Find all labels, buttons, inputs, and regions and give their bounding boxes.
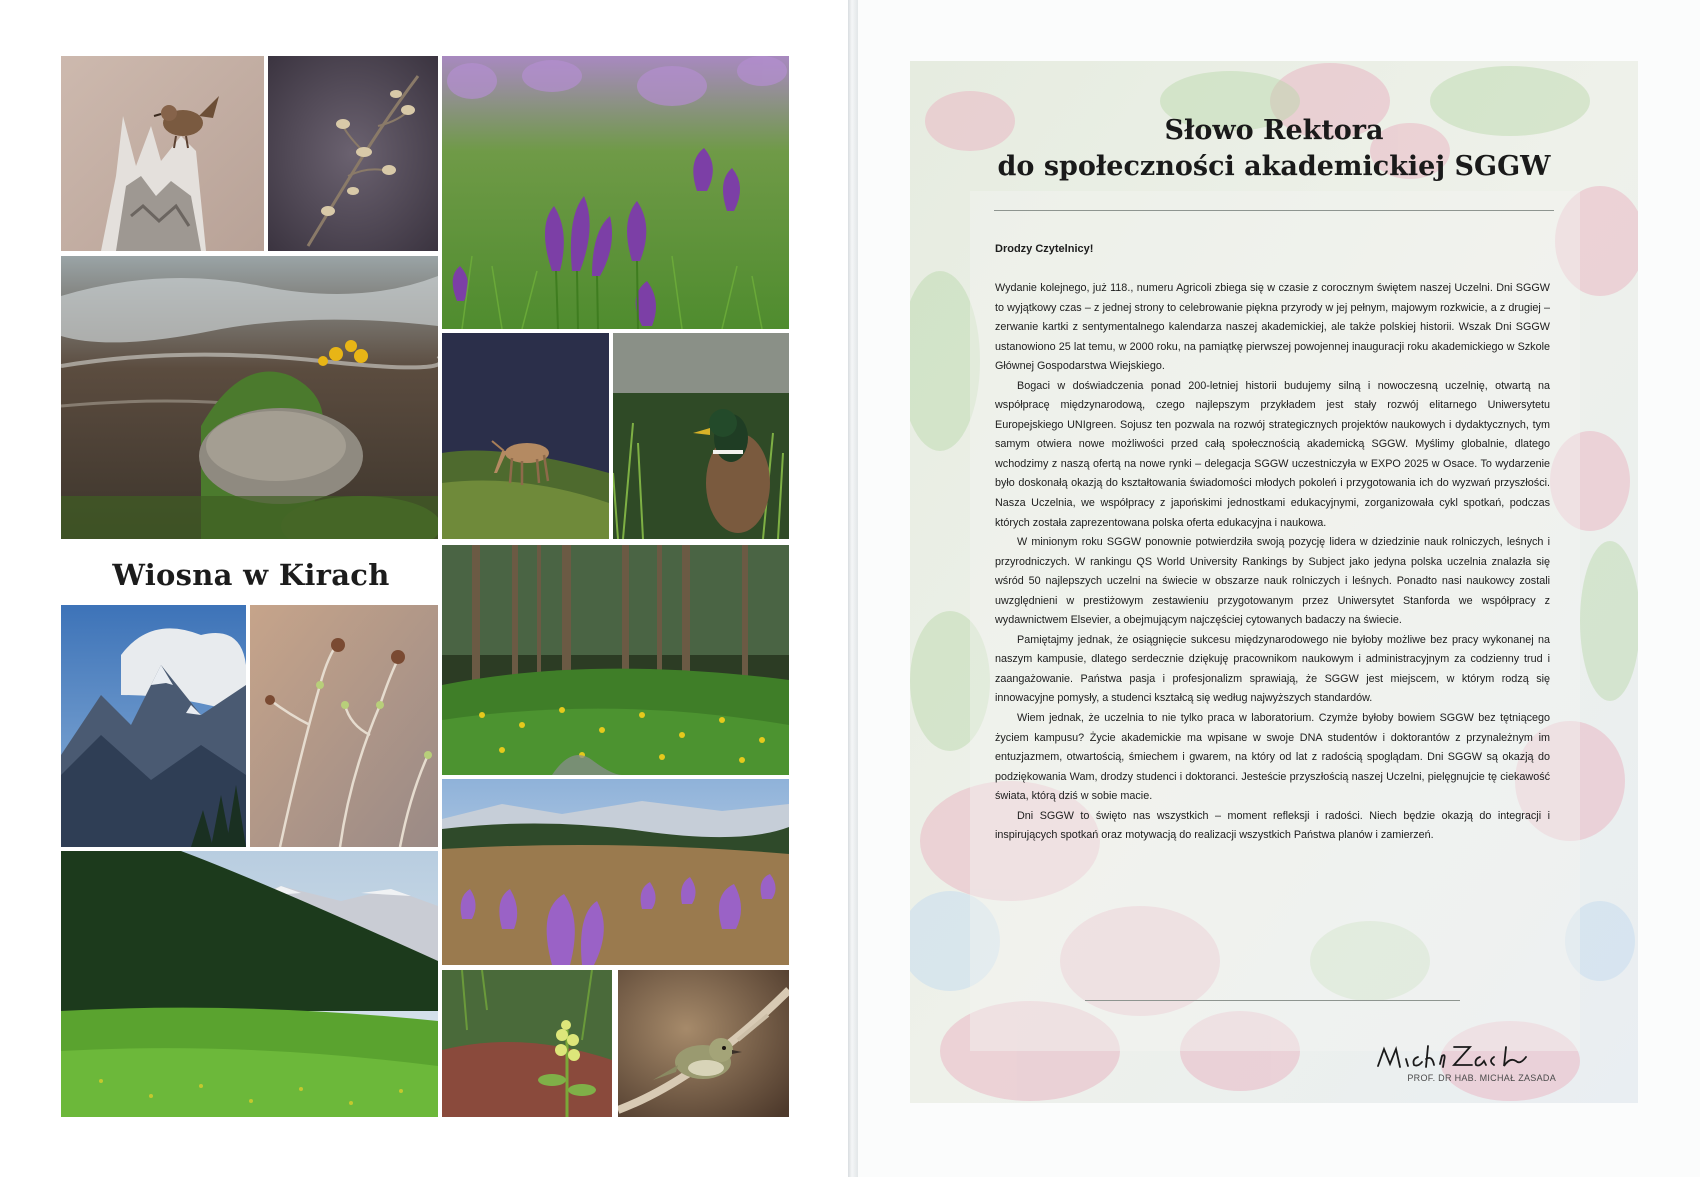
photo-stream <box>61 256 438 539</box>
letter-heading <box>990 113 1558 185</box>
greeting: Drodzy Czytelnicy! <box>995 243 1094 255</box>
photo-peaks <box>61 605 246 847</box>
heading-line-2: do społeczności akademickiej SGGW <box>997 151 1551 182</box>
photo-warbler <box>618 970 789 1117</box>
letter-panel <box>910 61 1638 1103</box>
photo-twigs <box>250 605 438 847</box>
photo-deer <box>442 333 609 539</box>
paragraph-4: Pamiętajmy jednak, że osiągnięcie sukcesu międzynarodowego nie byłoby możliwe bez pracy wykonanej na naszym kampusie, dlatego serdecznie dziękuję pracownikom naukowym i administracyjnym za codzienny trud i zaangażowanie. Państwa pasja i profesjonalizm sprawiają, że SGGW jest miejscem, w którym rodzą się innowacyjne pomysły, a studenci kształcą się według najwyższych standardów. <box>995 633 1550 705</box>
closing-rule <box>1085 1000 1460 1001</box>
photo-glade <box>61 851 438 1117</box>
photo-flower-plant <box>442 970 612 1117</box>
photo-crocus-close <box>442 56 789 329</box>
paragraph-1: Wydanie kolejnego, już 118., numeru Agricoli zbiega się w czasie z corocznym świętem naszej Uczelni. Dni SGGW to wyjątkowy czas – z jednej strony to celebrowanie piękna przyrody w jej pełnym, majowym rozkwicie, a z drugiej – zerwanie kartki z sentymentalnego kalendarza naszej akademickiej, ale także polskiej historii. Wszak Dni SGGW ustanowiono 25 lat temu, w 2000 roku, na pamiątkę pierwszej powojennej inauguracji roku akademickiego w Szkole Głównej Gospodarstwa Wiejskiego. <box>995 282 1550 373</box>
paragraph-2: Bogaci w doświadczenia ponad 200-letniej historii budujemy silną i nowoczesną uczelnię, otwartą na współpracę międzynarodową, czego najlepszym przykładem jest stały rozwój elitarnego Uniwersytetu Europejskiego UNIgreen. Sojusz ten pozwala na rozwój strategicznych projektów naukowych i dydaktycznych, tym samym otwiera nowe możliwości przed całą społecznością akademicką SGGW. Myślimy globalnie, dlatego wchodzimy z naszą ofertą na nowe rynki – delegacja SGGW uczestniczyła w EXPO 2025 w Osace. To wydarzenie było doskonałą okazją do kształtowania świadomości młodych pokoleń i przygotowania ich do wyzwań przyszłości. Nasza Uczelnia, we współpracy z japońskimi jednostkami edukacyjnymi, zorganizowała cykl spotkań, podczas których została zaprezentowana polska oferta edukacyjna i naukowa. <box>995 379 1550 529</box>
heading-line-1: Słowo Rektora <box>1164 115 1384 146</box>
paragraph-5: Wiem jednak, że uczelnia to nie tylko praca w laboratorium. Czymże byłoby bowiem SGGW bez tętniącego życiem kampusu? Życie akademickie ma wpisane w swoje DNA studentów i doktorantów z przynależnym im entuzjazmem, otwartością, śmiechem i gwarem, na który od lat z radością spoglądam. Dni SGGW są okazją do podziękowania Wam, drodzy studenci i doktoranci. Jesteście przyszłością naszej Uczelni, pielęgnujcie tę ciekawość świata, którą dziś w sobie macie. <box>995 712 1550 803</box>
photo-duck <box>613 333 789 539</box>
heading-rule <box>994 210 1554 211</box>
photo-forest <box>442 545 789 775</box>
photo-meadow-crocus <box>442 779 789 965</box>
paragraph-3: W minionym roku SGGW ponownie potwierdziła swoją pozycję lidera w dziedzinie nauk rolniczych, leśnych i przyrodniczych. W rankingu QS World University Rankings by Subject jako jedyna polska uczelnia znalazła się wśród 50 najlepszych uczelni na świecie w obszarze nauk rolniczych i leśnych. Ponadto nasi naukowcy zostali uwzględnieni w prestiżowym zestawieniu przygotowanym przez Uniwersytet Stanforda we współpracy z wydawnictwem Elsevier, a obejmującym najczęściej cytowanych badaczy na świecie. <box>995 536 1550 627</box>
book-spine <box>848 0 858 1177</box>
collage-title: Wiosna w Kirach <box>112 558 390 592</box>
signature-name: PROF. DR HAB. MICHAŁ ZASADA <box>1407 1073 1556 1083</box>
photo-buds <box>268 56 438 251</box>
letter-body <box>995 279 1550 846</box>
paragraph-6: Dni SGGW to święto nas wszystkich – moment refleksji i radości. Niech będzie okazją do integracji i inspirujących spotkań oraz motywacją do realizacji wszystkich Państwa planów i zamierzeń. <box>995 809 1550 842</box>
photo-wren <box>61 56 264 251</box>
